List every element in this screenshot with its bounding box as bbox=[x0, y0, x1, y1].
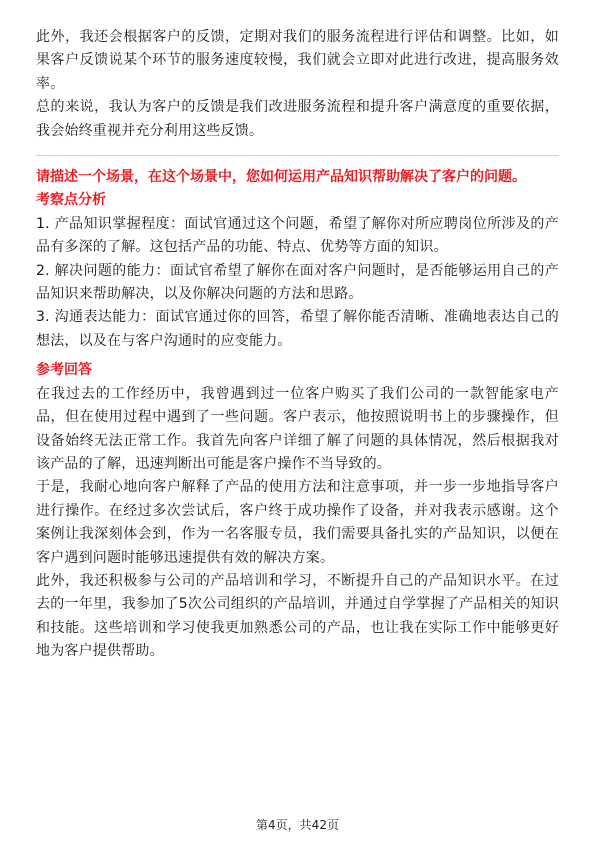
document-page bbox=[36, 26, 559, 664]
analysis-item: 1. 产品知识掌握程度：面试官通过这个问题，希望了解你对所应聘岗位所涉及的产品有多深的了解。这包括产品的功能、特点、优势等方面的知识。 bbox=[36, 215, 559, 256]
intro-paragraph: 此外，我还会根据客户的反馈，定期对我们的服务流程进行评估和调整。比如，如果客户反馈说某个环节的服务速度较慢，我们就会立即对此进行改进，提高服务效率。 bbox=[36, 29, 559, 92]
answer-paragraph: 于是，我耐心地向客户解释了产品的使用方法和注意事项，并一步一步地指导客户进行操作。在经过多次尝试后，客户终于成功操作了设备，并对我表示感谢。这个案例让我深刻体会到，作为一名客服专员，我们需要具备扎实的产品知识，以便在客户遇到问题时能够迅速提供有效的解决方案。 bbox=[36, 479, 559, 566]
analysis-item: 3. 沟通表达能力：面试官通过你的回答，希望了解你能否清晰、准确地表达自己的想法，以及在与客户沟通时的应变能力。 bbox=[36, 309, 559, 349]
page-number: 第4页，共42页 bbox=[256, 818, 339, 832]
answer-paragraph: 此外，我还积极参与公司的产品培训和学习，不断提升自己的产品知识水平。在过去的一年里，我参加了5次公司组织的产品培训，并通过自学掌握了产品相关的知识和技能。这些培训和学习使我更加熟悉公司的产品，也让我在实际工作中能够更好地为客户提供帮助。 bbox=[36, 572, 559, 660]
analysis-heading: 考察点分析 bbox=[36, 192, 106, 209]
section-divider bbox=[36, 155, 559, 156]
answer-heading: 参考回答 bbox=[36, 362, 92, 379]
question-title: 请描述一个场景，在这个场景中，您如何运用产品知识帮助解决了客户的问题。 bbox=[36, 169, 526, 186]
analysis-item: 2. 解决问题的能力：面试官希望了解你在面对客户问题时，是否能够运用自己的产品知识来帮助解决，以及你解决问题的方法和思路。 bbox=[36, 262, 559, 303]
answer-paragraph: 在我过去的工作经历中，我曾遇到过一位客户购买了我们公司的一款智能家电产品，但在使用过程中遇到了一些问题。客户表示，他按照说明书上的步骤操作，但设备始终无法正常工作。我首先向客户详细了解了问题的具体情况，然后根据我对该产品的了解，迅速判断出可能是客户操作不当导致的。 bbox=[36, 385, 559, 472]
intro-paragraph: 总的来说，我认为客户的反馈是我们改进服务流程和提升客户满意度的重要依据，我会始终重视并充分利用这些反馈。 bbox=[36, 99, 559, 139]
